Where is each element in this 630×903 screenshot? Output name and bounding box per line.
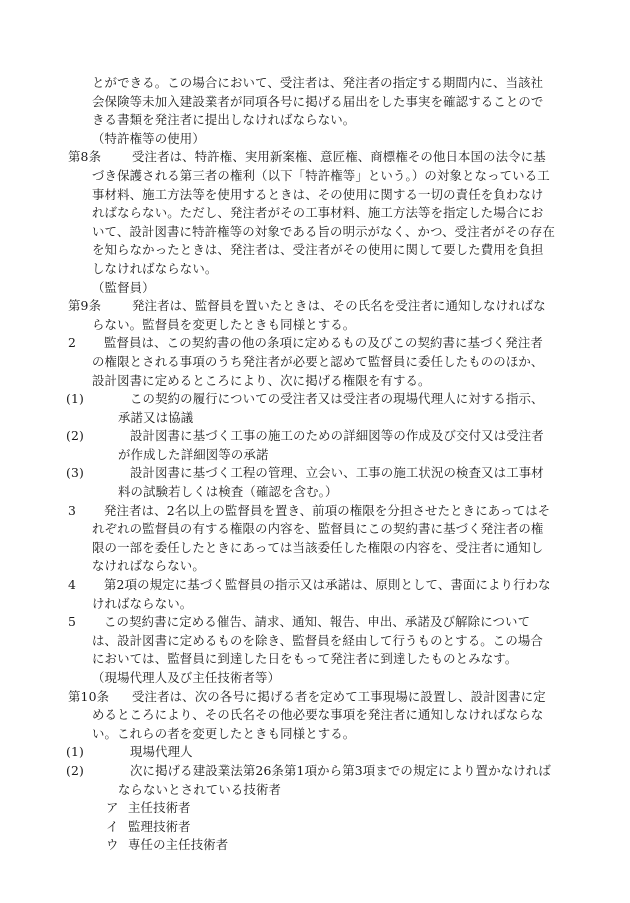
article-8-number: 第8条 xyxy=(68,149,102,165)
article-9-item-2 xyxy=(66,427,555,464)
a10-item-1-number: (1) xyxy=(66,744,85,760)
article-8-text: 受注者は、特許権、実用新案権、意匠権、商標権その他日本国の法令に基づき保護される第三者の権利（以下「特許権等」という。）の対象となっている工事材料、施工方法等を使用するときは、その使用に関する一切の責任を負わなければならない。ただし、発注者がその工事材料、施工方法等を指定した場合において、設計図書に特許権等の対象である旨の明示がなく、かつ、受注者がその存在を知らなかったときは、発注者は、受注者がその使用に関して要した費用を負担しなければならない。 xyxy=(92,149,556,276)
a10-item-1-text: 現場代理人 xyxy=(130,744,193,760)
article-9-item-1 xyxy=(66,390,555,427)
paragraph-3-number: 3 xyxy=(68,502,77,518)
paragraph-2-number: 2 xyxy=(68,335,77,351)
paragraph-4-text: 第2項の規定に基づく監督員の指示又は承諾は、原則として、書面により行わなければならない。 xyxy=(92,577,551,611)
paragraph-5-number: 5 xyxy=(68,614,77,630)
article-9-text: 発注者は、監督員を置いたときは、その氏名を受注者に通知しなければならない。監督員を変更したときも同様とする。 xyxy=(92,298,546,332)
article-10-subitem-i xyxy=(80,818,555,837)
item-1-text: この契約の履行についての受注者又は受注者の現場代理人に対する指示、承諾又は協議 xyxy=(118,391,544,425)
item-1-number: (1) xyxy=(66,391,85,407)
article-10-subitem-u xyxy=(80,836,555,855)
article-9-item-3 xyxy=(66,464,555,501)
heading-supervisor: （監督員） xyxy=(92,279,155,295)
subitem-a-number: ア xyxy=(106,800,119,816)
paragraph-3-text: 発注者は、2名以上の監督員を置き、前項の権限を分担させたときにあってはそれぞれの監督員の有する権限の内容を、監督員にこの契約書に基づく発注者の権限の一部を委任したときにあっては当該委任した権限の内容を、受注者に通知しなければならない。 xyxy=(92,502,551,574)
subitem-a-text: 主任技術者 xyxy=(128,800,191,816)
article-8 xyxy=(68,148,556,278)
subitem-i-text: 監理技術者 xyxy=(128,818,191,834)
article-10 xyxy=(68,688,555,744)
article-9-paragraph-4 xyxy=(68,576,555,613)
article-9 xyxy=(68,297,555,334)
article-9-paragraph-5 xyxy=(68,613,555,669)
article-10-item-2 xyxy=(66,762,555,799)
a10-item-2-text: 次に掲げる建設業法第26条第1項から第3項までの規定により置かなければならないとされている技術者 xyxy=(118,762,551,797)
a10-item-2-number: (2) xyxy=(66,762,85,778)
item-3-text: 設計図書に基づく工程の管理、立会い、工事の施工状況の検査又は工事材料の試験若しくは検査（確認を含む。） xyxy=(118,465,544,500)
subitem-u-text: 専任の主任技術者 xyxy=(128,837,229,853)
intro-paragraph: とができる。この場合において、受注者は、発注者の指定する期間内に、当該社会保険等未加入建設業者が同項各号に掲げる届出をした事実を確認することのできる書類を発注者に提出しなければならない。 xyxy=(92,75,544,128)
article-9-number: 第9条 xyxy=(68,298,102,314)
paragraph-2-text: 監督員は、この契約書の他の条項に定めるもの及びこの契約書に基づく発注者の権限とされる事項のうち発注者が必要と認めて監督員に委任したもののほか、設計図書に定めるところにより、次に掲げる権限を有する。 xyxy=(92,335,544,388)
item-2-text: 設計図書に基づく工事の施工のための詳細図等の作成及び交付又は受注者が作成した詳細図等の承諾 xyxy=(118,428,544,462)
article-10-item-1 xyxy=(66,743,555,762)
article-10-subitem-a xyxy=(80,799,555,818)
article-10-text: 受注者は、次の各号に掲げる者を定めて工事現場に設置し、設計図書に定めるところにより、その氏名その他必要な事項を発注者に通知しなければならない。これらの者を変更したときも同様とする。 xyxy=(92,688,546,741)
document-page xyxy=(66,74,556,855)
item-2-number: (2) xyxy=(66,428,85,444)
article-9-paragraph-3 xyxy=(68,502,555,576)
heading-agent: （現場代理人及び主任技術者等） xyxy=(92,670,281,685)
paragraph-5-text: この契約書に定める催告、請求、通知、報告、申出、承諾及び解除については、設計図書に定めるものを除き、監督員を経由して行うものとする。この場合においては、監督員に到達した日をもって発注者に到達したものとみなす。 xyxy=(92,614,543,667)
heading-patent: （特許権等の使用） xyxy=(92,130,205,146)
article-9-paragraph-2 xyxy=(68,334,555,390)
paragraph-4-number: 4 xyxy=(68,577,77,593)
subitem-i-number: イ xyxy=(106,818,119,834)
subitem-u-number: ウ xyxy=(106,837,119,853)
item-3-number: (3) xyxy=(66,465,85,481)
article-10-number: 第10条 xyxy=(68,688,110,704)
